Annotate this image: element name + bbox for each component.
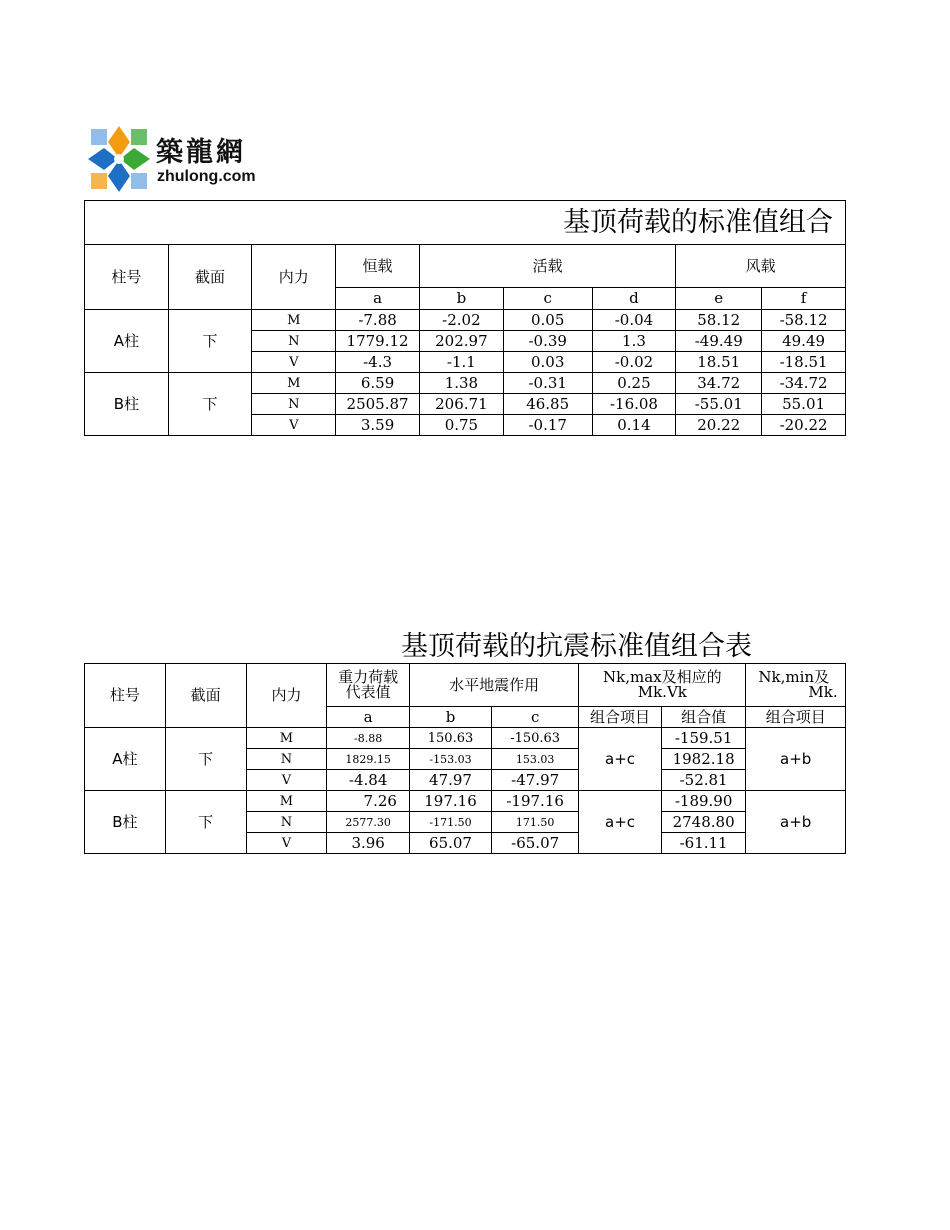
header-nk-min-line2: Mk. xyxy=(808,683,838,701)
header-live-load: 活载 xyxy=(419,245,675,288)
value-cell: -18.51 xyxy=(762,352,846,373)
column-label: B柱 xyxy=(85,373,169,436)
value-cell: -1.1 xyxy=(419,352,503,373)
header-gravity-line1: 重力荷载 xyxy=(338,668,399,686)
force-label: V xyxy=(246,833,327,854)
value-cell: -153.03 xyxy=(409,749,491,770)
force-label: N xyxy=(246,749,327,770)
subheader-c: c xyxy=(492,707,579,728)
header-nk-max xyxy=(579,664,746,707)
force-label: N xyxy=(252,331,336,352)
value-cell: 34.72 xyxy=(676,373,762,394)
value-cell: 7.26 xyxy=(327,791,410,812)
value-cell: 0.75 xyxy=(419,415,503,436)
value-cell: -16.08 xyxy=(592,394,676,415)
header-internal-force: 内力 xyxy=(246,664,327,728)
logo-chinese-text: 築龍網 xyxy=(156,137,246,168)
value-cell: 1779.12 xyxy=(336,331,420,352)
value-cell: 150.63 xyxy=(409,728,491,749)
subheader-b: b xyxy=(419,288,503,310)
value-cell: 46.85 xyxy=(503,394,592,415)
value-cell: -0.04 xyxy=(592,310,676,331)
header-nk-max-line2: Mk.Vk xyxy=(637,683,687,701)
value-cell: 202.97 xyxy=(419,331,503,352)
section-label: 下 xyxy=(168,310,252,373)
combo-value: -189.90 xyxy=(661,791,746,812)
header-section: 截面 xyxy=(168,245,252,310)
header-horizontal-seismic: 水平地震作用 xyxy=(409,664,578,707)
subheader-c: c xyxy=(503,288,592,310)
table-row xyxy=(85,728,846,749)
force-label: N xyxy=(246,812,327,833)
standard-load-combination-table xyxy=(84,200,846,436)
value-cell: 0.03 xyxy=(503,352,592,373)
value-cell: -47.97 xyxy=(492,770,579,791)
value-cell: -55.01 xyxy=(676,394,762,415)
value-cell: -171.50 xyxy=(409,812,491,833)
combo-value: -61.11 xyxy=(661,833,746,854)
header-gravity-load xyxy=(327,664,410,707)
table2-title: 基顶荷载的抗震标准值组合表 xyxy=(401,631,752,662)
force-label: M xyxy=(252,373,336,394)
value-cell: -0.39 xyxy=(503,331,592,352)
subheader-e: e xyxy=(676,288,762,310)
subheader-a: a xyxy=(336,288,420,310)
subheader-a: a xyxy=(327,707,410,728)
value-cell: 6.59 xyxy=(336,373,420,394)
value-cell: -4.84 xyxy=(327,770,410,791)
combo-item: a+c xyxy=(579,728,662,791)
combo-item: a+c xyxy=(579,791,662,854)
value-cell: 47.97 xyxy=(409,770,491,791)
subheader-f: f xyxy=(762,288,846,310)
value-cell: -49.49 xyxy=(676,331,762,352)
value-cell: 49.49 xyxy=(762,331,846,352)
value-cell: 2577.30 xyxy=(327,812,410,833)
value-cell: 18.51 xyxy=(676,352,762,373)
value-cell: 55.01 xyxy=(762,394,846,415)
combo-value: 1982.18 xyxy=(661,749,746,770)
value-cell: -0.31 xyxy=(503,373,592,394)
value-cell: 2505.87 xyxy=(336,394,420,415)
value-cell: -34.72 xyxy=(762,373,846,394)
logo-english-text: zhulong.com xyxy=(157,168,256,185)
header-wind-load: 风载 xyxy=(676,245,846,288)
header-section: 截面 xyxy=(165,664,246,728)
subheader-combo-value: 组合值 xyxy=(661,707,746,728)
header-internal-force: 内力 xyxy=(252,245,336,310)
value-cell: 20.22 xyxy=(676,415,762,436)
header-gravity-line2: 代表值 xyxy=(345,683,391,701)
combo-item-2: a+b xyxy=(746,791,846,854)
combo-item-2: a+b xyxy=(746,728,846,791)
value-cell: 0.05 xyxy=(503,310,592,331)
header-column-no: 柱号 xyxy=(85,245,169,310)
value-cell: -20.22 xyxy=(762,415,846,436)
header-nk-min xyxy=(746,664,846,707)
value-cell: 58.12 xyxy=(676,310,762,331)
value-cell: -65.07 xyxy=(492,833,579,854)
value-cell: 206.71 xyxy=(419,394,503,415)
header-nk-max-line1: Nk,max及相应的 xyxy=(603,668,722,686)
value-cell: 3.96 xyxy=(327,833,410,854)
value-cell: -0.17 xyxy=(503,415,592,436)
force-label: M xyxy=(246,791,327,812)
force-label: M xyxy=(246,728,327,749)
value-cell: -8.88 xyxy=(327,728,410,749)
section-label: 下 xyxy=(168,373,252,436)
table-row xyxy=(85,791,846,812)
section-label: 下 xyxy=(165,791,246,854)
table-row xyxy=(85,373,846,394)
header-column-no: 柱号 xyxy=(85,664,166,728)
subheader-b: b xyxy=(409,707,491,728)
value-cell: 1.3 xyxy=(592,331,676,352)
force-label: V xyxy=(252,415,336,436)
seismic-load-combination-table xyxy=(84,663,846,854)
column-label: A柱 xyxy=(85,310,169,373)
column-label: B柱 xyxy=(85,791,166,854)
combo-value: 2748.80 xyxy=(661,812,746,833)
header-nk-min-line1: Nk,min及 xyxy=(758,668,830,686)
value-cell: -197.16 xyxy=(492,791,579,812)
table-row xyxy=(85,310,846,331)
value-cell: -150.63 xyxy=(492,728,579,749)
subheader-d: d xyxy=(592,288,676,310)
column-label: A柱 xyxy=(85,728,166,791)
value-cell: 0.14 xyxy=(592,415,676,436)
value-cell: 3.59 xyxy=(336,415,420,436)
header-dead-load: 恒载 xyxy=(336,245,420,288)
value-cell: 197.16 xyxy=(409,791,491,812)
value-cell: 0.25 xyxy=(592,373,676,394)
force-label: V xyxy=(252,352,336,373)
subheader-combo-item-2: 组合项目 xyxy=(746,707,846,728)
value-cell: -0.02 xyxy=(592,352,676,373)
value-cell: 1.38 xyxy=(419,373,503,394)
section-label: 下 xyxy=(165,728,246,791)
force-label: M xyxy=(252,310,336,331)
value-cell: 65.07 xyxy=(409,833,491,854)
combo-value: -159.51 xyxy=(661,728,746,749)
value-cell: 1829.15 xyxy=(327,749,410,770)
table1-title: 基顶荷载的标准值组合 xyxy=(85,201,846,245)
force-label: V xyxy=(246,770,327,791)
value-cell: -7.88 xyxy=(336,310,420,331)
value-cell: -2.02 xyxy=(419,310,503,331)
force-label: N xyxy=(252,394,336,415)
value-cell: -58.12 xyxy=(762,310,846,331)
value-cell: -4.3 xyxy=(336,352,420,373)
subheader-combo-item: 组合项目 xyxy=(579,707,662,728)
value-cell: 171.50 xyxy=(492,812,579,833)
combo-value: -52.81 xyxy=(661,770,746,791)
value-cell: 153.03 xyxy=(492,749,579,770)
